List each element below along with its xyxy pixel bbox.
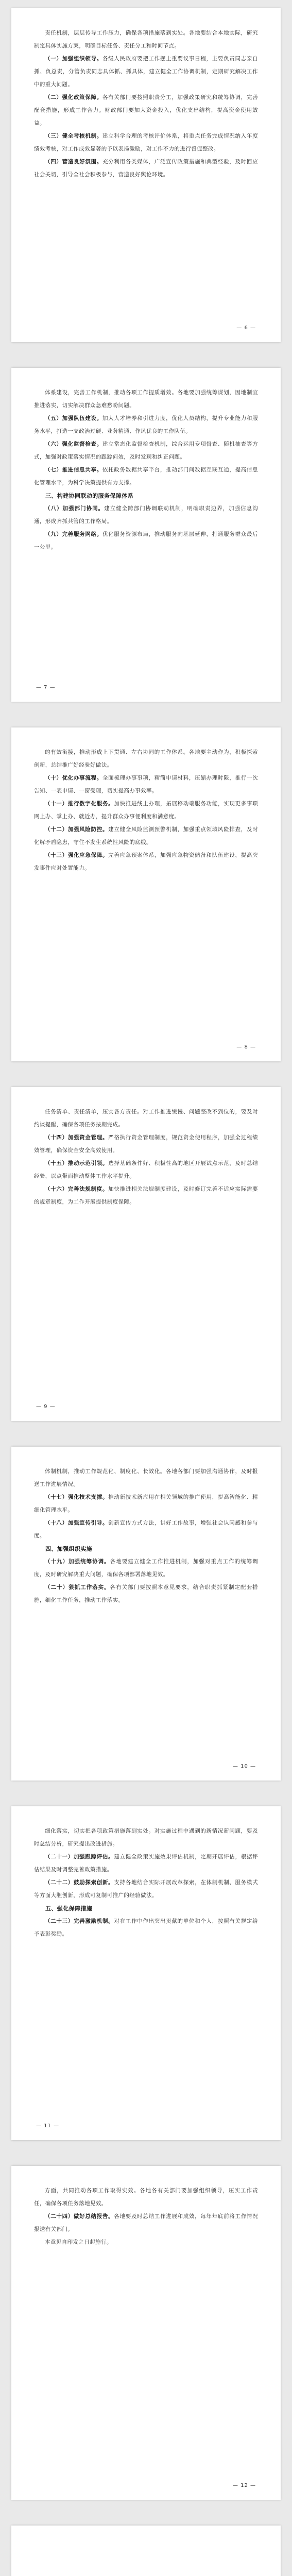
paragraph-text: 对在工作中作出突出贡献的单位和个人，按照有关规定给予表彰奖励。 (34, 1918, 258, 1937)
paragraph-heading: （二十）狠抓工作落实。 (45, 1584, 110, 1590)
paragraph (34, 502, 258, 528)
paragraph-text: 本意见自印发之日起施行。 (45, 2239, 112, 2245)
paragraph-text: 完善应急预案体系，加强应急物资储备和队伍建设，提高突发事件应对处置能力。 (34, 852, 258, 871)
section-heading: 四、加强组织实施 (45, 1546, 93, 1552)
paragraph-text: 各级人民政府要把工作摆上重要议事日程，主要负责同志亲自抓、负总责，分管负责同志具体抓、抓具体，建立健全工作协调机制，定期研究解决工作中的重大问题。 (34, 56, 258, 88)
page-number: — 10 — (232, 1764, 256, 1769)
paragraph-heading: （十六）完善法规制度。 (45, 1186, 109, 1192)
document-page (11, 8, 281, 342)
paragraph (34, 1157, 258, 1183)
paragraph-heading: （二十三）完善激励机制。 (45, 1918, 114, 1924)
paragraph-heading: （七）推进信息共享。 (45, 467, 102, 473)
paragraph (34, 53, 258, 91)
paragraph (34, 27, 258, 53)
paragraph (34, 1581, 258, 1607)
paragraph (34, 156, 258, 181)
paragraph-heading: （十二）加强风险防控。 (45, 826, 109, 833)
paragraph-heading: （二十四）做好总结报告。 (45, 2213, 114, 2219)
paragraph-heading: （四）营造良好氛围。 (45, 159, 102, 165)
paragraph (34, 386, 258, 412)
paragraph (34, 1915, 258, 1941)
paragraph-text: 支持各地结合实际开展改革探索，在体制机制、服务模式等方面大胆创新，形成可复制可推广的经验做法。 (34, 1879, 258, 1899)
paragraph (34, 1131, 258, 1157)
paragraph-heading: （十四）加强资金管理。 (45, 1134, 109, 1141)
paragraph-text: 充分利用各类媒体，广泛宣传政策措施和典型经验，及时回应社会关切，引导全社会积极参与，营造良好舆论环境。 (34, 159, 258, 178)
paragraph-text: 各地要及时总结工作进展和成效，每年年底前将工作情况报送有关部门。 (34, 2213, 258, 2232)
paragraph-text: 建立健全风险监测预警机制，加强重点领域风险排查，及时化解矛盾隐患，守住不发生系统性风险的底线。 (34, 826, 258, 845)
paragraph-text: 加快推进相关法规制度建设，及时修订完善不适应实际需要的规章制度，为工作开展提供制度保障。 (34, 1186, 258, 1205)
paragraph-heading: （一）加强组织领导。 (45, 56, 102, 62)
paragraph (34, 1851, 258, 1876)
page-number: — 6 — (236, 325, 256, 331)
paragraph-text: 体系建设，完善工作机制，推动各项工作提质增效。各地要加强统筹谋划，因地制宜推进落实，切实解决群众急难愁盼问题。 (34, 389, 258, 409)
paragraph-text: 建立健全政策实施效果评估机制，定期开展评估，根据评估结果及时调整完善政策措施。 (34, 1854, 258, 1873)
paragraph (34, 130, 258, 156)
paragraph-heading: （六）强化监督检查。 (45, 441, 102, 447)
page-number: — 11 — (36, 2123, 60, 2129)
paragraph-heading: （九）完善服务网络。 (45, 531, 102, 537)
paragraph-text: 各地要建立健全工作推进机制，加强对重点工作的统筹调度，及时研究解决重大问题，确保各项部署落地见效。 (34, 1558, 258, 1578)
paragraph (34, 464, 258, 489)
paragraph-heading: （十九）加强统筹协调。 (45, 1558, 110, 1565)
document-page (11, 727, 281, 1061)
document-page (11, 1806, 281, 2140)
paragraph-heading: （三）健全考核机制。 (45, 133, 102, 139)
paragraph-heading: （二十一）加强跟踪评估。 (45, 1854, 114, 1860)
paragraph (34, 772, 258, 798)
paragraph-text: 选择基础条件好、积极性高的地区开展试点示范，及时总结经验，以点带面推动整体工作水平提升。 (34, 1160, 258, 1179)
paragraph (34, 2236, 258, 2249)
paragraph (34, 412, 258, 438)
paragraph-heading: （八）加强部门协同。 (45, 505, 105, 512)
paragraph (34, 2184, 258, 2210)
paragraph-text: 创新宣传方式方法，讲好工作故事，增强社会认同感和参与度。 (34, 1520, 258, 1539)
paragraph-heading: （十一）推行数字化服务。 (45, 801, 114, 807)
page-number: — 8 — (236, 1044, 256, 1050)
paragraph-text: 全面梳理办事事项，精简申请材料，压缩办理时限，推行一次告知、一表申请、一窗受理，切实提高办事效率。 (34, 775, 258, 794)
paragraph (34, 1517, 258, 1543)
paragraph (34, 528, 258, 554)
page-number: — 9 — (36, 1404, 56, 1410)
paragraph (34, 849, 258, 875)
paragraph (34, 438, 258, 464)
paragraph-text: 加快推进线上办理，拓展移动端服务功能，实现更多事项网上办、掌上办、就近办，提升群众办事便利度和满意度。 (34, 801, 258, 820)
document-page (11, 1447, 281, 1781)
paragraph-heading: （十七）强化技术支撑。 (45, 1494, 109, 1500)
section-heading: 三、构建协同联动的服务保障体系 (45, 493, 133, 499)
paragraph-text: 严格执行资金管理制度，规范资金使用程序，加强全过程绩效管理，确保资金安全高效使用。 (34, 1134, 258, 1154)
paragraph-text: 优化服务资源布局，推动服务向基层延伸，打通服务群众最后一公里。 (34, 531, 258, 550)
paragraph (34, 1106, 258, 1131)
paragraph (34, 1491, 258, 1517)
document-page (11, 368, 281, 702)
paragraph-heading: （十）优化办事流程。 (45, 775, 102, 781)
paragraph-text: 任务清单、责任清单，压实各方责任。对工作推进缓慢、问题整改不到位的，要及时约谈提醒，确保各项任务按期完成。 (34, 1109, 258, 1128)
paragraph-text: 建立常态化监督检查机制，综合运用专项督查、随机抽查等方式，加强对政策落实情况的跟踪问效，及时发现和纠正问题。 (34, 441, 258, 460)
section-heading: 五、强化保障措施 (45, 1905, 93, 1912)
paragraph (34, 1555, 258, 1581)
paragraph-text: 推动新技术新应用在相关领域的推广使用，提高智能化、精细化管理水平。 (34, 1494, 258, 1513)
imprint-page (11, 2526, 281, 2576)
paragraph-text: 建立科学合理的考核评价体系，将重点任务完成情况纳入年度绩效考核，对工作成效显著的予以表扬激励，对工作不力的进行督促整改。 (34, 133, 258, 152)
paragraph-heading: （十八）加强宣传引导。 (45, 1520, 109, 1526)
paragraph-text: 细化落实，切实把各项政策措施落到实处。对实施过程中遇到的新情况新问题，要及时总结分析，研究提出改进措施。 (34, 1828, 258, 1847)
paragraph-text: 的有效衔接，推动形成上下贯通、左右协同的工作体系。各地要主动作为，积极探索创新，总结推广好经验好做法。 (34, 749, 258, 768)
paragraph (34, 746, 258, 772)
paragraph-text: 方面，共同推动各项工作取得实效。各地各有关部门要加强组织领导，压实工作责任，确保各项任务落地见效。 (34, 2188, 258, 2207)
paragraph (34, 1825, 258, 1851)
paragraph-text: 加大人才培养和引进力度，优化人员结构，提升专业能力和服务水平，打造一支政治过硬、业务精通、作风优良的工作队伍。 (34, 415, 258, 434)
paragraph (34, 2210, 258, 2236)
paragraph (34, 823, 258, 849)
paragraph (34, 798, 258, 823)
paragraph (34, 1465, 258, 1491)
paragraph (34, 91, 258, 130)
paragraph-heading: （五）加强队伍建设。 (45, 415, 102, 421)
paragraph-text: 责任机制，层层传导工作压力，确保各项措施落到实处。各地要结合本地实际，研究制定具体实施方案，明确目标任务、责任分工和时间节点。 (34, 30, 258, 49)
paragraph-heading: （十三）强化应急保障。 (45, 852, 109, 858)
paragraph (34, 1183, 258, 1209)
paragraph-text: 各有关部门要按照职责分工，加强政策研究和统筹协调，完善配套措施，形成工作合力。财政部门要加大资金投入，优化支出结构，提高资金使用效益。 (34, 94, 258, 126)
paragraph-text: 各有关部门要按照本意见要求，结合职责抓紧制定配套措施，细化工作任务，推动工作落实。 (34, 1584, 258, 1603)
paragraph-heading: （十五）推动示范引领。 (45, 1160, 109, 1166)
document-page (11, 1087, 281, 1421)
page-number: — 12 — (232, 2483, 256, 2488)
document-page (11, 2166, 281, 2500)
paragraph-text: 依托政务数据共享平台，推动部门间数据互联互通，提高信息化管理水平，为科学决策提供有力支撑。 (34, 467, 258, 486)
paragraph-heading: （二十二）鼓励探索创新。 (45, 1879, 114, 1886)
page-number: — 7 — (36, 685, 56, 690)
paragraph-text: 建立健全跨部门协调联动机制，明确职责边界，加强信息沟通，形成齐抓共管的工作格局。 (34, 505, 258, 524)
paragraph-heading: （二）强化政策保障。 (45, 94, 102, 100)
paragraph-text: 体制机制，推动工作规范化、制度化、长效化。各地各部门要加强沟通协作，及时报送工作进展情况。 (34, 1468, 258, 1487)
paragraph (34, 1876, 258, 1902)
